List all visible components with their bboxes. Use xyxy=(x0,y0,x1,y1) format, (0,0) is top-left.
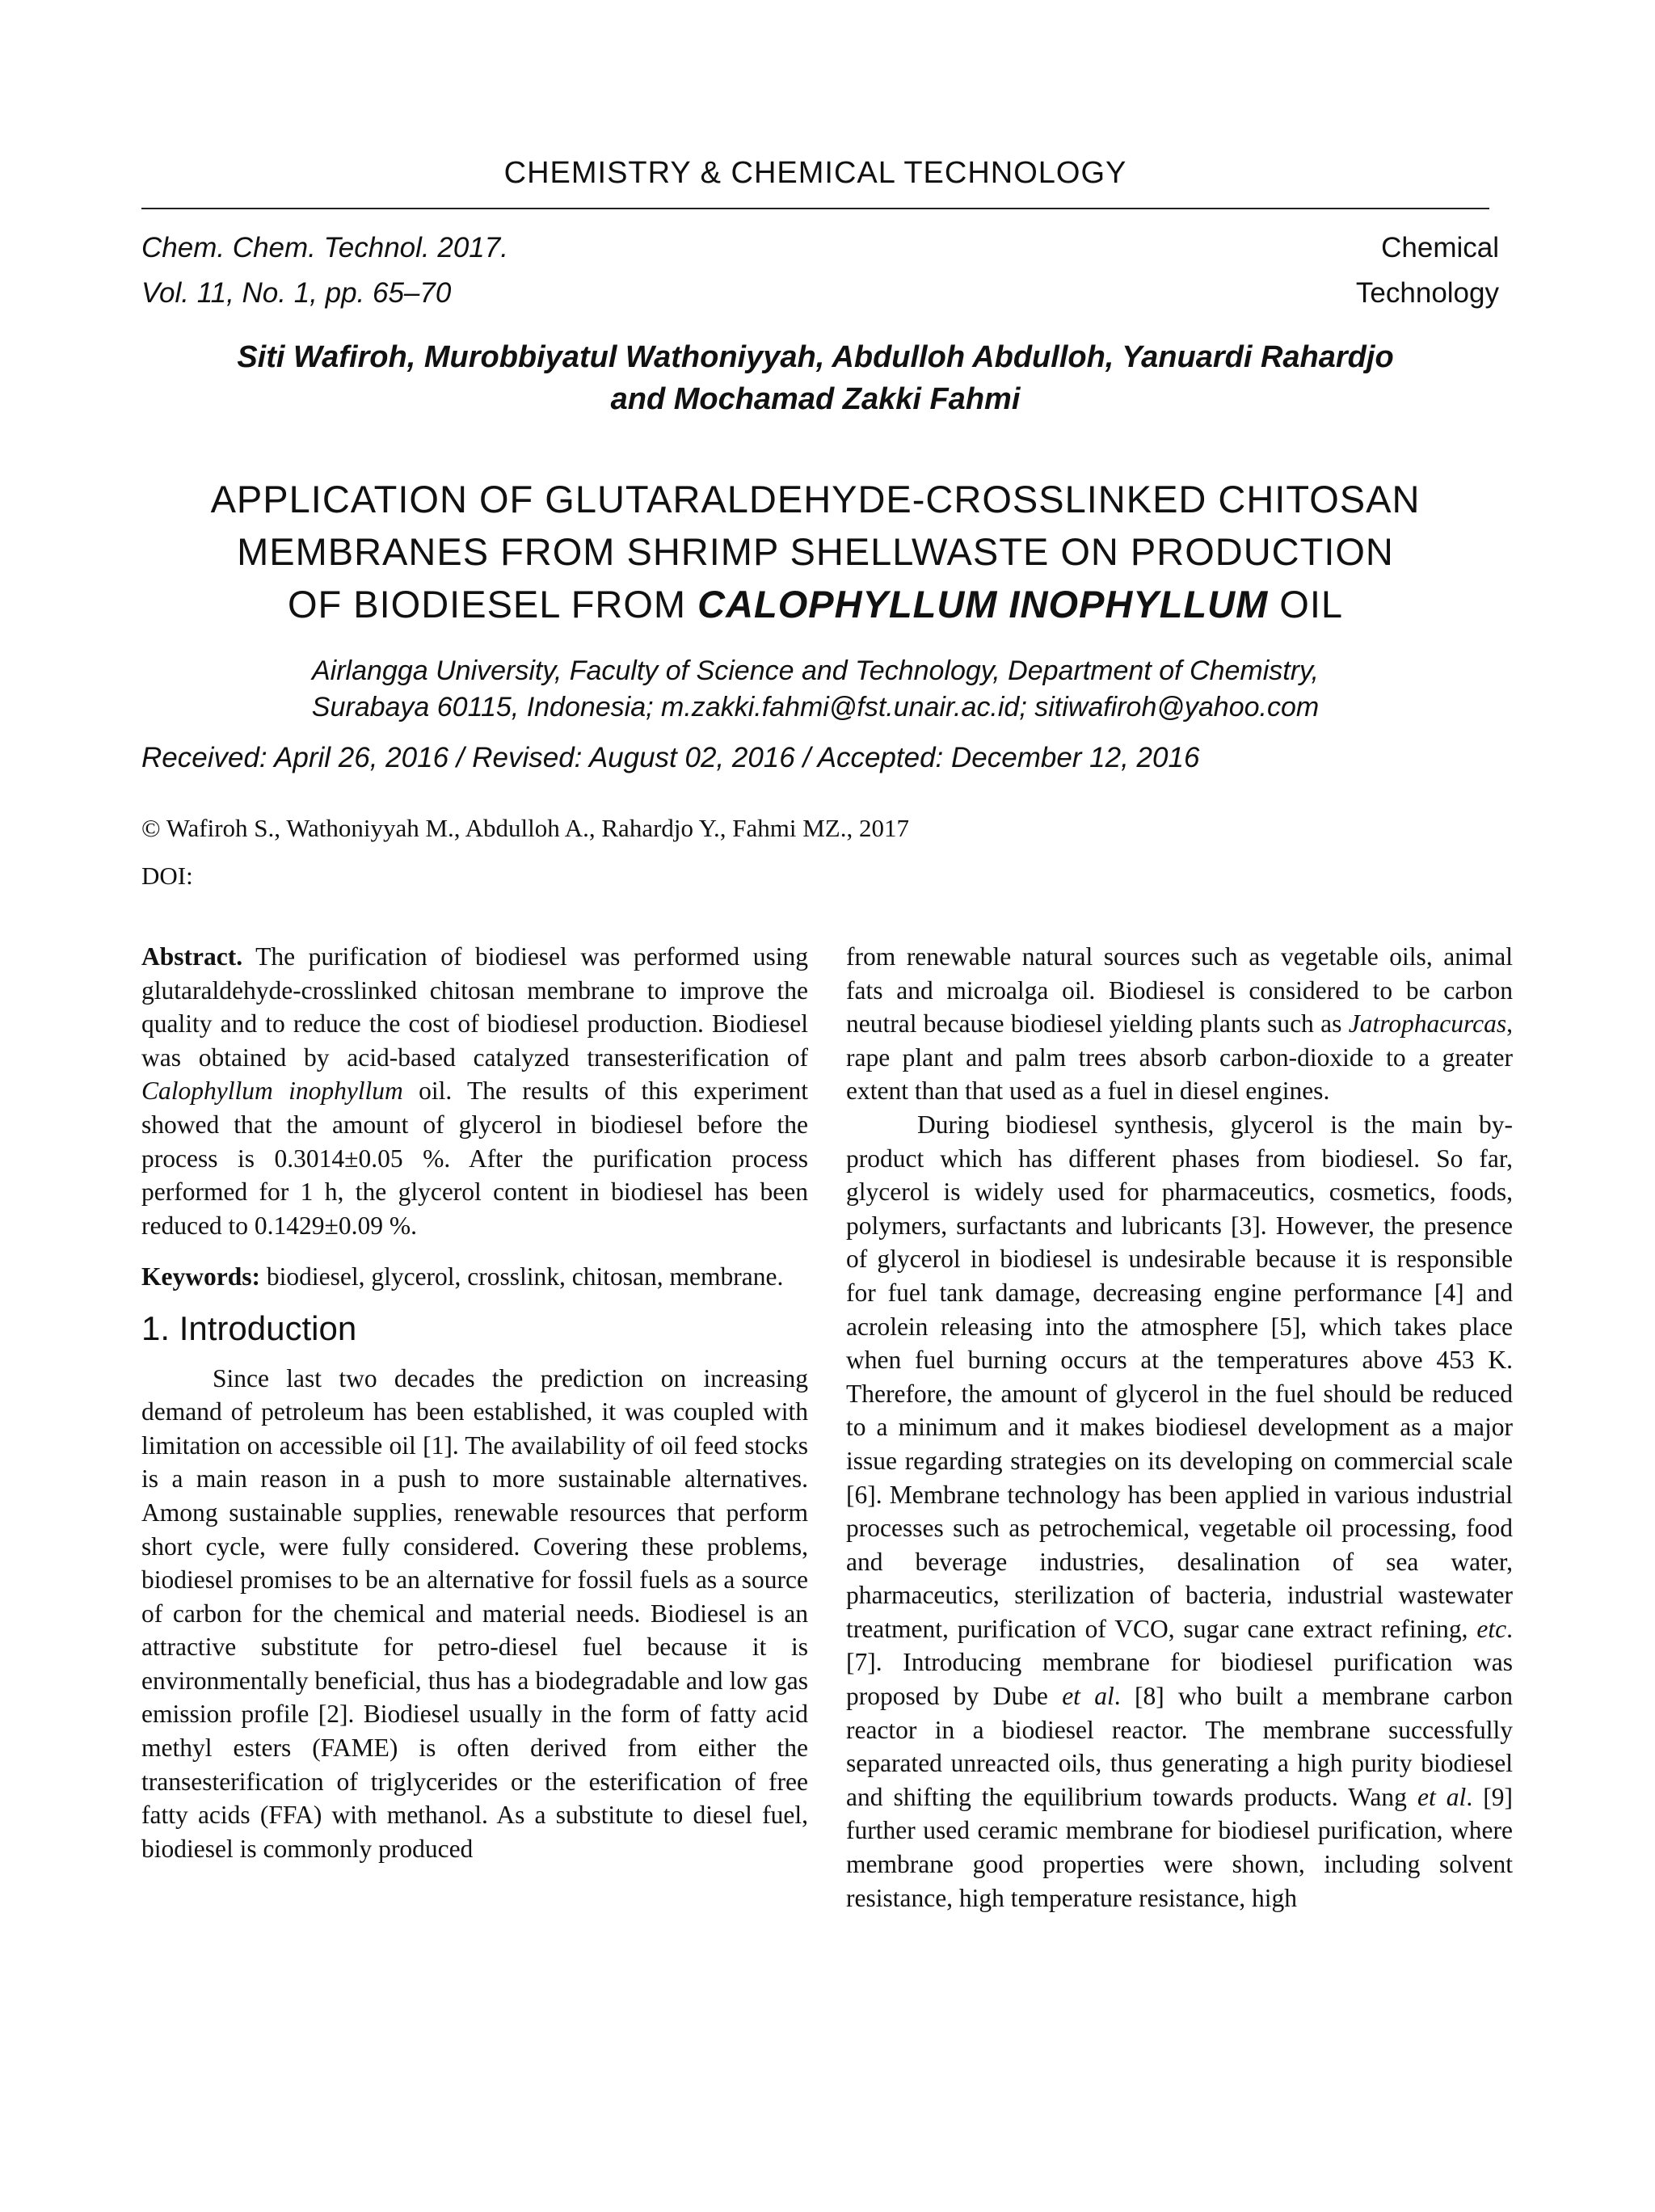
intro-p1-cont-end: , rape plant and palm trees absorb carbon-dioxide to a greater extent than that used as a fuel in diesel engines. xyxy=(846,1009,1513,1106)
title-species-name: CALOPHYLLUM INOPHYLLUM xyxy=(697,583,1269,626)
author-list xyxy=(141,336,1489,420)
title-line-2: MEMBRANES FROM SHRIMP SHELLWASTE ON PRODUCTION xyxy=(237,530,1394,573)
citation-line-2: Vol. 11, No. 1, pp. 65–70 xyxy=(141,277,452,309)
affiliation-line-2: Surabaya 60115, Indonesia; m.zakki.fahmi@fst.unair.ac.id; sitiwafiroh@yahoo.com xyxy=(311,692,1320,723)
intro-p2-part-c: . [8] who built a membrane carbon reactor in a biodiesel reactor. The membrane successfully separated unreacted oils, thus generating a high purity biodiesel and shifting the equilibrium towards products. Wang xyxy=(846,1682,1513,1811)
journal-section xyxy=(1356,225,1499,316)
right-column xyxy=(846,940,1513,1915)
abstract-species-name: Calophyllum inophyllum xyxy=(141,1077,403,1106)
keywords-label: Keywords: xyxy=(141,1262,260,1291)
intro-p2-part-b: . [7]. Introducing membrane for biodiesel purification was proposed by Dube xyxy=(846,1614,1513,1711)
intro-p2-et-al-1: et al xyxy=(1062,1682,1114,1711)
title-line-3 xyxy=(141,578,1489,630)
submission-dates: Received: April 26, 2016 / Revised: August 02, 2016 / Accepted: December 12, 2016 xyxy=(141,742,1200,773)
intro-paragraph-1: Since last two decades the prediction on increasing demand of petroleum has been established, it was coupled with limitation on accessible oil [1]. The availability of oil feed stocks is a main reason in a push to more sustainable alternatives. Among sustainable supplies, renewable resources that perform short cycle, were fully considered. Covering these problems, biodiesel promises to be an alternative for fossil fuels as a source of carbon for the chemical and material needs. Biodiesel is an attractive substitute for petro-diesel fuel because it is environmentally beneficial, thus has a biodegradable and low gas emission profile [2]. Biodiesel usually in the form of fatty acid methyl esters (FAME) is often derived from either the transesterification of triglycerides or the esterification of free fatty acids (FFA) with methanol. As a substitute to diesel fuel, biodiesel is commonly produced xyxy=(141,1363,808,1863)
title-line-3-start: OF BIODIESEL FROM xyxy=(287,583,698,626)
section-line-1: Chemical xyxy=(1381,232,1499,263)
intro-p2-part-d: . [9] further used ceramic membrane for biodiesel purification, where membrane good properties were shown, including solvent resistance, high temperature resistance, high xyxy=(846,1782,1513,1912)
authors-line-2: and Mochamad Zakki Fahmi xyxy=(610,382,1021,416)
journal-citation xyxy=(141,225,508,316)
doi-label: DOI: xyxy=(141,862,193,890)
citation-line-1: Chem. Chem. Technol. 2017. xyxy=(141,232,508,263)
intro-p1-plant-name: Jatrophacurcas xyxy=(1348,1009,1507,1039)
intro-paragraph-2 xyxy=(846,1108,1513,1915)
authors-line-1: Siti Wafiroh, Murobbiyatul Wathoniyyah, Abdulloh Abdulloh, Yanuardi Rahardjo xyxy=(237,340,1394,374)
journal-header: CHEMISTRY & CHEMICAL TECHNOLOGY xyxy=(503,156,1127,190)
intro-paragraph-1-continued xyxy=(846,940,1513,1108)
intro-p1-cont-start: from renewable natural sources such as vegetable oils, animal fats and microalga oil. Biodiesel is considered to be carbon neutral because biodiesel yielding plants such as xyxy=(846,942,1513,1039)
abstract-label: Abstract. xyxy=(141,942,243,971)
intro-p2-etc: etc xyxy=(1476,1614,1507,1643)
left-column xyxy=(141,940,808,1865)
abstract-text-end: oil. The results of this experiment showed that the amount of glycerol in biodiesel before the process is 0.3014±0.05 %. After the purification process performed for 1 h, the glycerol content in biodiesel has been reduced to 0.1429±0.09 %. xyxy=(141,1077,808,1240)
affiliation xyxy=(141,653,1489,726)
article-title xyxy=(141,473,1489,630)
title-line-1: APPLICATION OF GLUTARALDEHYDE-CROSSLINKED CHITOSAN xyxy=(210,478,1421,520)
section-line-2: Technology xyxy=(1355,277,1499,309)
affiliation-line-1: Airlangga University, Faculty of Science and Technology, Department of Chemistry, xyxy=(312,655,1319,686)
keywords-paragraph xyxy=(141,1260,808,1294)
intro-p2-part-a: During biodiesel synthesis, glycerol is the main by-product which has different phases from biodiesel. So far, glycerol is widely used for pharmaceutics, cosmetics, foods, polymers, surfactants and lubricants [3]. However, the presence of glycerol in biodiesel is undesirable because it is responsible for fuel tank damage, decreasing engine performance [4] and acrolein releasing into the atmosphere [5], which takes place when fuel burning occurs at the temperatures above 453 K. Therefore, the amount of glycerol in the fuel should be reduced to a minimum and it makes biodiesel development as a major issue regarding strategies on its developing on commercial scale [6]. Membrane technology has been applied in various industrial processes such as petrochemical, vegetable oil processing, food and beverage industries, desalination of sea water, pharmaceutics, sterilization of bacteria, industrial wastewater treatment, purification of VCO, sugar cane extract refining, xyxy=(846,1110,1513,1643)
title-line-3-end: OIL xyxy=(1268,583,1344,626)
intro-p2-et-al-2: et al xyxy=(1417,1782,1467,1811)
abstract-paragraph xyxy=(141,940,808,1242)
copyright-notice: © Wafiroh S., Wathoniyyah M., Abdulloh A., Rahardjo Y., Fahmi MZ., 2017 xyxy=(141,814,909,842)
header-divider xyxy=(141,208,1489,209)
section-heading-introduction: 1. Introduction xyxy=(141,1308,357,1347)
abstract-text-start: The purification of biodiesel was performed using glutaraldehyde-crosslinked chitosan membrane to improve the quality and to reduce the cost of biodiesel production. Biodiesel was obtained by acid-based catalyzed transesterification of xyxy=(141,942,808,1072)
keywords-text: biodiesel, glycerol, crosslink, chitosan, membrane. xyxy=(259,1262,784,1291)
